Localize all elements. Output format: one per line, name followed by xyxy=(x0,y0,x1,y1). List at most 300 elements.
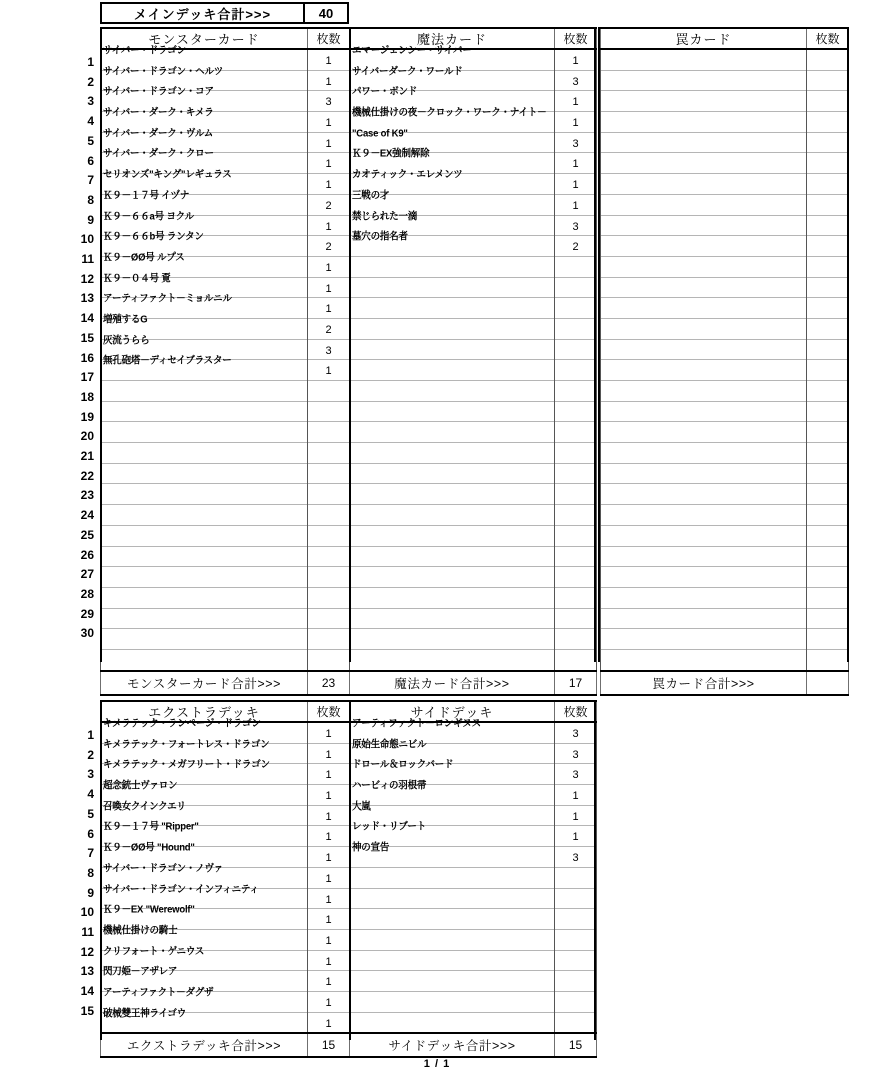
table-row[interactable] xyxy=(101,360,350,381)
card-name-cell[interactable] xyxy=(601,463,807,484)
card-count-cell[interactable] xyxy=(308,360,350,381)
table-row[interactable] xyxy=(601,649,849,670)
table-row[interactable] xyxy=(350,649,597,670)
card-name-cell[interactable] xyxy=(350,422,555,443)
table-row[interactable] xyxy=(601,401,849,422)
card-name-cell[interactable] xyxy=(350,629,555,650)
table-row[interactable] xyxy=(601,112,849,133)
table-row[interactable] xyxy=(350,463,597,484)
card-count-cell[interactable] xyxy=(807,236,849,257)
card-count-cell[interactable] xyxy=(555,505,597,526)
card-count-cell[interactable] xyxy=(308,805,350,826)
card-name-cell[interactable] xyxy=(350,780,555,806)
table-row[interactable] xyxy=(601,70,849,91)
card-count-cell[interactable] xyxy=(308,194,350,215)
row-number: 18 xyxy=(80,389,94,404)
card-name-cell[interactable] xyxy=(601,132,807,153)
card-count-cell[interactable] xyxy=(555,608,597,629)
card-name-cell[interactable] xyxy=(350,991,555,1012)
card-count-cell[interactable] xyxy=(555,463,597,484)
row-number: 4 xyxy=(87,114,94,129)
card-name-cell[interactable] xyxy=(101,463,308,484)
card-name-cell[interactable] xyxy=(350,888,555,909)
table-row[interactable] xyxy=(601,153,849,174)
card-name-cell[interactable] xyxy=(601,567,807,588)
column-total-value-extra: 15 xyxy=(308,1033,350,1057)
card-count-cell[interactable] xyxy=(555,629,597,650)
table-row[interactable] xyxy=(350,360,597,381)
card-count-cell[interactable] xyxy=(807,629,849,650)
table-row[interactable] xyxy=(601,256,849,277)
table-row[interactable] xyxy=(601,422,849,443)
table-row[interactable] xyxy=(601,236,849,257)
card-count-text: 1 xyxy=(325,872,332,885)
card-count-cell[interactable] xyxy=(555,909,597,930)
card-count-cell[interactable] xyxy=(807,381,849,402)
card-count-cell[interactable] xyxy=(807,649,849,670)
card-name-cell[interactable] xyxy=(101,443,308,464)
card-count-cell[interactable] xyxy=(308,608,350,629)
card-name-cell[interactable] xyxy=(350,443,555,464)
card-count-cell[interactable] xyxy=(555,422,597,443)
card-count-cell[interactable] xyxy=(555,867,597,888)
table-row[interactable] xyxy=(350,1012,597,1033)
row-number: 12 xyxy=(80,944,94,959)
table-row[interactable] xyxy=(601,505,849,526)
table-row[interactable] xyxy=(601,277,849,298)
card-name-cell[interactable] xyxy=(101,525,308,546)
table-row[interactable] xyxy=(101,525,350,546)
card-name-cell[interactable] xyxy=(101,484,308,505)
card-name-cell[interactable] xyxy=(350,867,555,888)
card-count-cell[interactable] xyxy=(555,194,597,215)
table-row[interactable] xyxy=(350,443,597,464)
card-name-cell[interactable] xyxy=(350,360,555,381)
card-count-cell[interactable] xyxy=(555,256,597,277)
card-name-cell[interactable] xyxy=(601,318,807,339)
card-count-cell[interactable] xyxy=(308,484,350,505)
card-name-cell[interactable] xyxy=(350,381,555,402)
card-name-cell[interactable] xyxy=(601,629,807,650)
card-count-cell[interactable] xyxy=(555,236,597,257)
table-row[interactable] xyxy=(350,587,597,608)
card-count-cell[interactable] xyxy=(308,909,350,930)
card-count-cell[interactable] xyxy=(308,298,350,319)
card-count-cell[interactable] xyxy=(555,132,597,153)
card-name-text: 無孔砲塔－ディセイブラスター xyxy=(103,355,232,367)
table-row[interactable] xyxy=(101,381,350,402)
card-count-cell[interactable] xyxy=(555,764,597,785)
card-count-cell[interactable] xyxy=(555,971,597,992)
card-name-cell[interactable] xyxy=(350,256,555,277)
table-row[interactable] xyxy=(101,505,350,526)
card-count-cell[interactable] xyxy=(807,360,849,381)
card-count-cell[interactable] xyxy=(555,525,597,546)
card-name-text: 破械雙王神ライゴウ xyxy=(103,1007,187,1020)
card-name-cell[interactable] xyxy=(350,546,555,567)
card-count-cell[interactable] xyxy=(555,805,597,826)
table-row[interactable] xyxy=(101,567,350,588)
table-row[interactable] xyxy=(350,298,597,319)
column-header-count-spell: 枚数 xyxy=(555,28,597,49)
grid-divider xyxy=(349,700,351,1040)
card-count-cell[interactable] xyxy=(308,525,350,546)
card-name-cell[interactable] xyxy=(601,608,807,629)
card-name-text: Ｋ９－６６b号 ランタン xyxy=(103,231,204,243)
card-name-cell[interactable] xyxy=(601,546,807,567)
table-row[interactable] xyxy=(350,847,597,868)
table-row[interactable] xyxy=(350,256,597,277)
table-row[interactable] xyxy=(350,505,597,526)
table-row[interactable] xyxy=(101,587,350,608)
table-row[interactable] xyxy=(601,339,849,360)
table-row[interactable] xyxy=(601,194,849,215)
card-count-cell[interactable] xyxy=(308,929,350,950)
card-count-cell[interactable] xyxy=(308,785,350,806)
table-row[interactable] xyxy=(350,629,597,650)
card-count-cell[interactable] xyxy=(308,277,350,298)
card-count-cell[interactable] xyxy=(308,888,350,909)
card-name-cell[interactable] xyxy=(350,484,555,505)
card-name-cell[interactable] xyxy=(350,567,555,588)
card-name-cell[interactable] xyxy=(601,443,807,464)
card-count-cell[interactable] xyxy=(308,971,350,992)
card-count-cell[interactable] xyxy=(308,826,350,847)
column-header-trap: 罠カード xyxy=(601,28,807,49)
card-name-cell[interactable] xyxy=(350,298,555,319)
card-count-cell[interactable] xyxy=(555,298,597,319)
card-count-cell[interactable] xyxy=(807,443,849,464)
card-name-cell[interactable] xyxy=(601,49,807,70)
table-row[interactable] xyxy=(601,49,849,70)
card-name-cell[interactable] xyxy=(101,608,308,629)
card-count-cell[interactable] xyxy=(308,587,350,608)
card-count-cell[interactable] xyxy=(807,153,849,174)
card-name-cell[interactable] xyxy=(350,339,555,360)
table-row[interactable] xyxy=(350,785,597,806)
table-row[interactable] xyxy=(350,339,597,360)
card-name-cell[interactable] xyxy=(350,525,555,546)
table-row[interactable] xyxy=(350,971,597,992)
table-row[interactable] xyxy=(101,608,350,629)
table-row[interactable] xyxy=(350,401,597,422)
card-name-cell[interactable] xyxy=(350,587,555,608)
card-count-cell[interactable] xyxy=(308,112,350,133)
table-row[interactable] xyxy=(601,546,849,567)
card-count-cell[interactable] xyxy=(308,991,350,1012)
card-name-cell[interactable] xyxy=(350,401,555,422)
table-row[interactable] xyxy=(350,277,597,298)
card-count-cell[interactable] xyxy=(308,381,350,402)
table-row[interactable] xyxy=(601,443,849,464)
card-count-cell[interactable] xyxy=(555,484,597,505)
card-count-cell[interactable] xyxy=(308,153,350,174)
card-name-cell[interactable] xyxy=(601,112,807,133)
card-name-cell[interactable] xyxy=(350,971,555,992)
card-count-cell[interactable] xyxy=(807,194,849,215)
card-name-cell[interactable] xyxy=(601,194,807,215)
card-count-cell[interactable] xyxy=(807,525,849,546)
card-name-cell[interactable] xyxy=(601,505,807,526)
card-count-cell[interactable] xyxy=(308,629,350,650)
grid-divider xyxy=(594,27,596,662)
card-count-cell[interactable] xyxy=(807,318,849,339)
card-count-cell[interactable] xyxy=(308,1012,350,1033)
card-count-cell[interactable] xyxy=(308,70,350,91)
card-count-cell[interactable] xyxy=(555,950,597,971)
card-name-cell[interactable] xyxy=(601,215,807,236)
table-row[interactable] xyxy=(101,401,350,422)
card-count-cell[interactable] xyxy=(807,70,849,91)
table-row[interactable] xyxy=(101,443,350,464)
card-count-cell[interactable] xyxy=(308,505,350,526)
card-count-cell[interactable] xyxy=(807,277,849,298)
card-count-cell[interactable] xyxy=(555,153,597,174)
table-row[interactable] xyxy=(601,629,849,650)
card-name-cell[interactable] xyxy=(601,236,807,257)
card-name-cell[interactable] xyxy=(101,649,308,670)
card-count-cell[interactable] xyxy=(555,587,597,608)
card-name-cell[interactable] xyxy=(101,587,308,608)
card-name-cell[interactable] xyxy=(601,649,807,670)
table-row[interactable] xyxy=(601,381,849,402)
card-count-cell[interactable] xyxy=(308,463,350,484)
table-row[interactable] xyxy=(350,422,597,443)
card-count-text: 3 xyxy=(325,96,332,109)
card-name-cell[interactable] xyxy=(101,629,308,650)
card-count-cell[interactable] xyxy=(308,867,350,888)
table-row[interactable] xyxy=(350,525,597,546)
card-count-cell[interactable] xyxy=(308,422,350,443)
card-name-cell[interactable] xyxy=(601,401,807,422)
card-count-cell[interactable] xyxy=(308,847,350,868)
card-name-cell[interactable] xyxy=(601,381,807,402)
card-name-cell[interactable] xyxy=(101,381,308,402)
card-name-text: パワー・ボンド xyxy=(352,86,418,98)
card-count-cell[interactable] xyxy=(555,826,597,847)
card-name-cell[interactable] xyxy=(350,1012,555,1033)
table-row[interactable] xyxy=(350,546,597,567)
table-row[interactable] xyxy=(350,318,597,339)
card-count-cell[interactable] xyxy=(807,546,849,567)
card-count-cell[interactable] xyxy=(555,360,597,381)
card-count-cell[interactable] xyxy=(807,608,849,629)
card-count-cell[interactable] xyxy=(308,339,350,360)
card-count-cell[interactable] xyxy=(555,567,597,588)
card-count-cell[interactable] xyxy=(807,505,849,526)
card-count-cell[interactable] xyxy=(308,215,350,236)
card-count-cell[interactable] xyxy=(807,484,849,505)
row-number: 29 xyxy=(80,606,94,621)
card-name-cell[interactable] xyxy=(601,277,807,298)
table-row[interactable] xyxy=(101,649,350,670)
card-name-cell[interactable] xyxy=(350,649,555,670)
table-row[interactable] xyxy=(601,298,849,319)
card-count-cell[interactable] xyxy=(308,764,350,785)
card-name-cell[interactable] xyxy=(350,929,555,950)
card-count-cell[interactable] xyxy=(308,743,350,764)
card-count-cell[interactable] xyxy=(308,49,350,70)
card-count-cell[interactable] xyxy=(807,91,849,112)
table-row[interactable] xyxy=(601,132,849,153)
card-name-cell[interactable] xyxy=(350,608,555,629)
column-header-row xyxy=(601,28,849,49)
card-count-cell[interactable] xyxy=(308,91,350,112)
card-name-cell[interactable] xyxy=(101,355,308,381)
table-row[interactable] xyxy=(601,360,849,381)
row-number: 9 xyxy=(87,212,94,227)
card-name-cell[interactable] xyxy=(101,505,308,526)
card-count-cell[interactable] xyxy=(555,339,597,360)
table-row[interactable] xyxy=(350,236,597,257)
card-count-cell[interactable] xyxy=(807,215,849,236)
card-name-cell[interactable] xyxy=(101,422,308,443)
card-name-cell[interactable] xyxy=(601,525,807,546)
table-row[interactable] xyxy=(101,484,350,505)
row-number: 13 xyxy=(80,964,94,979)
card-count-cell[interactable] xyxy=(308,318,350,339)
table-row[interactable] xyxy=(350,484,597,505)
card-count-cell[interactable] xyxy=(555,381,597,402)
table-row[interactable] xyxy=(350,929,597,950)
card-count-cell[interactable] xyxy=(308,132,350,153)
table-row[interactable] xyxy=(350,567,597,588)
card-count-cell[interactable] xyxy=(807,49,849,70)
card-name-cell[interactable] xyxy=(601,256,807,277)
table-row[interactable] xyxy=(601,525,849,546)
card-name-cell[interactable] xyxy=(350,842,555,868)
table-row[interactable] xyxy=(350,909,597,930)
card-count-cell[interactable] xyxy=(555,929,597,950)
column-footer-row xyxy=(350,671,597,695)
table-row[interactable] xyxy=(601,174,849,195)
card-count-cell[interactable] xyxy=(807,256,849,277)
card-name-cell[interactable] xyxy=(601,70,807,91)
card-count-cell[interactable] xyxy=(308,546,350,567)
table-row[interactable] xyxy=(601,567,849,588)
card-count-cell[interactable] xyxy=(555,888,597,909)
card-count-cell[interactable] xyxy=(308,443,350,464)
card-count-cell[interactable] xyxy=(555,277,597,298)
column-total-label-side: サイドデッキ合計>>> xyxy=(350,1033,555,1057)
card-count-cell[interactable] xyxy=(555,70,597,91)
card-count-cell[interactable] xyxy=(555,722,597,743)
card-name-cell[interactable] xyxy=(350,463,555,484)
table-row[interactable] xyxy=(601,484,849,505)
card-count-cell[interactable] xyxy=(807,587,849,608)
table-row[interactable] xyxy=(350,381,597,402)
card-name-cell[interactable] xyxy=(601,174,807,195)
card-name-cell[interactable] xyxy=(101,567,308,588)
card-count-cell[interactable] xyxy=(308,649,350,670)
card-name-cell[interactable] xyxy=(601,91,807,112)
card-count-cell[interactable] xyxy=(807,298,849,319)
card-count-cell[interactable] xyxy=(555,546,597,567)
card-count-cell[interactable] xyxy=(555,743,597,764)
column-total-label-monster: モンスターカード合計>>> xyxy=(101,671,308,695)
table-row[interactable] xyxy=(601,463,849,484)
card-name-cell[interactable] xyxy=(350,318,555,339)
card-name-cell[interactable] xyxy=(601,298,807,319)
table-row[interactable] xyxy=(350,888,597,909)
card-count-cell[interactable] xyxy=(807,567,849,588)
card-count-cell[interactable] xyxy=(555,649,597,670)
table-row[interactable] xyxy=(101,1012,350,1033)
card-count-cell[interactable] xyxy=(555,318,597,339)
card-name-cell[interactable] xyxy=(350,277,555,298)
table-row[interactable] xyxy=(601,587,849,608)
card-name-cell[interactable] xyxy=(350,231,555,257)
card-count-cell[interactable] xyxy=(807,463,849,484)
card-name-cell[interactable] xyxy=(601,339,807,360)
card-count-cell[interactable] xyxy=(308,722,350,743)
card-name-cell[interactable] xyxy=(350,909,555,930)
table-row[interactable] xyxy=(350,608,597,629)
card-count-cell[interactable] xyxy=(555,91,597,112)
card-name-text: サイバー・ドラゴン xyxy=(103,45,186,57)
card-count-cell[interactable] xyxy=(555,785,597,806)
table-row[interactable] xyxy=(101,422,350,443)
row-number: 7 xyxy=(87,173,94,188)
card-name-cell[interactable] xyxy=(350,950,555,971)
card-count-cell[interactable] xyxy=(807,174,849,195)
card-count-cell[interactable] xyxy=(807,422,849,443)
card-count-cell[interactable] xyxy=(555,991,597,1012)
card-count-cell[interactable] xyxy=(555,215,597,236)
card-count-cell[interactable] xyxy=(807,401,849,422)
card-name-cell[interactable] xyxy=(101,546,308,567)
table-row[interactable] xyxy=(101,463,350,484)
card-count-text: 1 xyxy=(572,55,579,67)
card-name-cell[interactable] xyxy=(350,505,555,526)
card-count-cell[interactable] xyxy=(807,339,849,360)
card-count-cell[interactable] xyxy=(555,847,597,868)
card-count-cell[interactable] xyxy=(308,950,350,971)
card-count-cell[interactable] xyxy=(555,112,597,133)
table-row[interactable] xyxy=(101,546,350,567)
card-name-cell[interactable] xyxy=(601,153,807,174)
card-count-cell[interactable] xyxy=(555,174,597,195)
card-count-cell[interactable] xyxy=(308,256,350,277)
card-count-cell[interactable] xyxy=(308,567,350,588)
table-row[interactable] xyxy=(350,950,597,971)
row-number: 6 xyxy=(87,826,94,841)
card-count-cell[interactable] xyxy=(308,236,350,257)
main-deck-total-label: メインデッキ合計>>> xyxy=(133,6,272,22)
card-name-cell[interactable] xyxy=(601,587,807,608)
card-count-cell[interactable] xyxy=(555,401,597,422)
table-row[interactable] xyxy=(350,991,597,1012)
card-count-cell[interactable] xyxy=(308,174,350,195)
card-count-cell[interactable] xyxy=(308,401,350,422)
table-row[interactable] xyxy=(601,608,849,629)
table-row[interactable] xyxy=(601,91,849,112)
card-count-cell[interactable] xyxy=(555,49,597,70)
table-row[interactable] xyxy=(350,867,597,888)
card-count-cell[interactable] xyxy=(555,1012,597,1033)
card-count-cell[interactable] xyxy=(807,132,849,153)
card-name-cell[interactable] xyxy=(601,484,807,505)
card-name-cell[interactable] xyxy=(101,1007,308,1033)
table-row[interactable] xyxy=(101,629,350,650)
table-row[interactable] xyxy=(601,215,849,236)
card-name-cell[interactable] xyxy=(601,360,807,381)
card-count-cell[interactable] xyxy=(807,112,849,133)
table-row[interactable] xyxy=(601,318,849,339)
card-name-cell[interactable] xyxy=(601,422,807,443)
card-name-cell[interactable] xyxy=(101,401,308,422)
card-count-cell[interactable] xyxy=(555,443,597,464)
